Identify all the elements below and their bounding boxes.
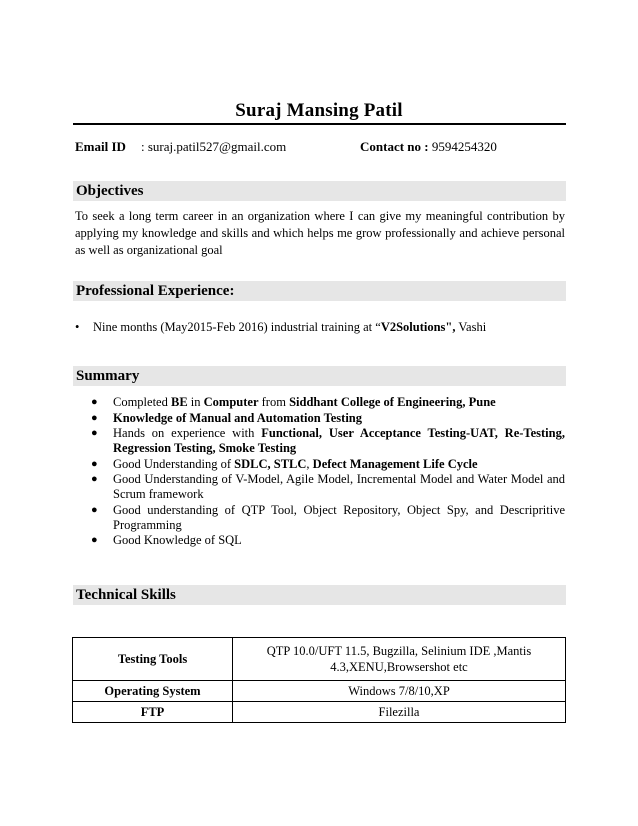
objectives-heading: Objectives (73, 181, 566, 201)
phone-value: 9594254320 (431, 139, 497, 154)
table-row (73, 638, 566, 681)
objectives-text: To seek a long term career in an organization where I can give my meaningful contribution by applying my knowledge and skills and which helps me grow professionally and achieve personal as well as organizational goal (75, 209, 565, 257)
bullet-icon: ● (91, 473, 98, 485)
phone-block (360, 139, 497, 155)
list-item: ● Completed BE in Computer from Siddhant College of Engineering, Pune (91, 395, 496, 409)
bullet-icon: ● (91, 457, 98, 470)
experience-item (75, 320, 486, 335)
bullet-icon: • (75, 320, 80, 334)
list-item: ● Hands on experience with Functional, User Acceptance Testing-UAT, Re-Testing, Regression Testing, Smoke Testing (91, 426, 565, 455)
summary-heading: Summary (73, 366, 566, 386)
bullet-icon: ● (91, 411, 98, 424)
experience-item-text: Nine months (May2015-Feb 2016) industrial training at “ (93, 320, 381, 334)
list-item: ● Good Understanding of V-Model, Agile Model, Incremental Model and Water Model and Scrum framework (91, 472, 565, 501)
skill-value: Windows 7/8/10,XP (233, 681, 566, 702)
experience-location: Vashi (455, 320, 487, 334)
skill-value: Filezilla (233, 702, 566, 723)
skills-table (72, 637, 566, 723)
list-item: ● Good understanding of QTP Tool, Object Repository, Object Spy, and Descripritive Programming (91, 502, 565, 532)
candidate-name: Suraj Mansing Patil (235, 100, 403, 121)
list-item: ● Good Knowledge of SQL (91, 533, 242, 547)
header-divider (73, 123, 566, 125)
phone-label: Contact no : (360, 139, 429, 154)
bullet-icon: ● (91, 427, 98, 439)
table-row (73, 702, 566, 723)
bullet-icon: ● (91, 534, 98, 546)
bullet-icon: ● (91, 503, 98, 516)
email-label: Email ID (75, 139, 126, 154)
skills-heading: Technical Skills (73, 585, 566, 605)
experience-company: V2Solutions", (380, 320, 456, 334)
skill-category: Testing Tools (73, 638, 233, 681)
skill-category: Operating System (73, 681, 233, 702)
list-item: ● Good Understanding of SDLC, STLC, Defect Management Life Cycle (91, 456, 478, 471)
email-value: : suraj.patil527@gmail.com (141, 139, 287, 154)
table-row (73, 681, 566, 702)
skill-value: QTP 10.0/UFT 11.5, Bugzilla, Selinium IDE ,Mantis 4.3,XENU,Browsershot etc (233, 638, 566, 681)
list-item: ● Knowledge of Manual and Automation Testing (91, 410, 363, 425)
experience-heading: Professional Experience: (73, 281, 566, 301)
summary-list (91, 395, 565, 549)
email-block (75, 139, 286, 155)
skill-category: FTP (73, 702, 233, 723)
bullet-icon: ● (91, 396, 98, 408)
